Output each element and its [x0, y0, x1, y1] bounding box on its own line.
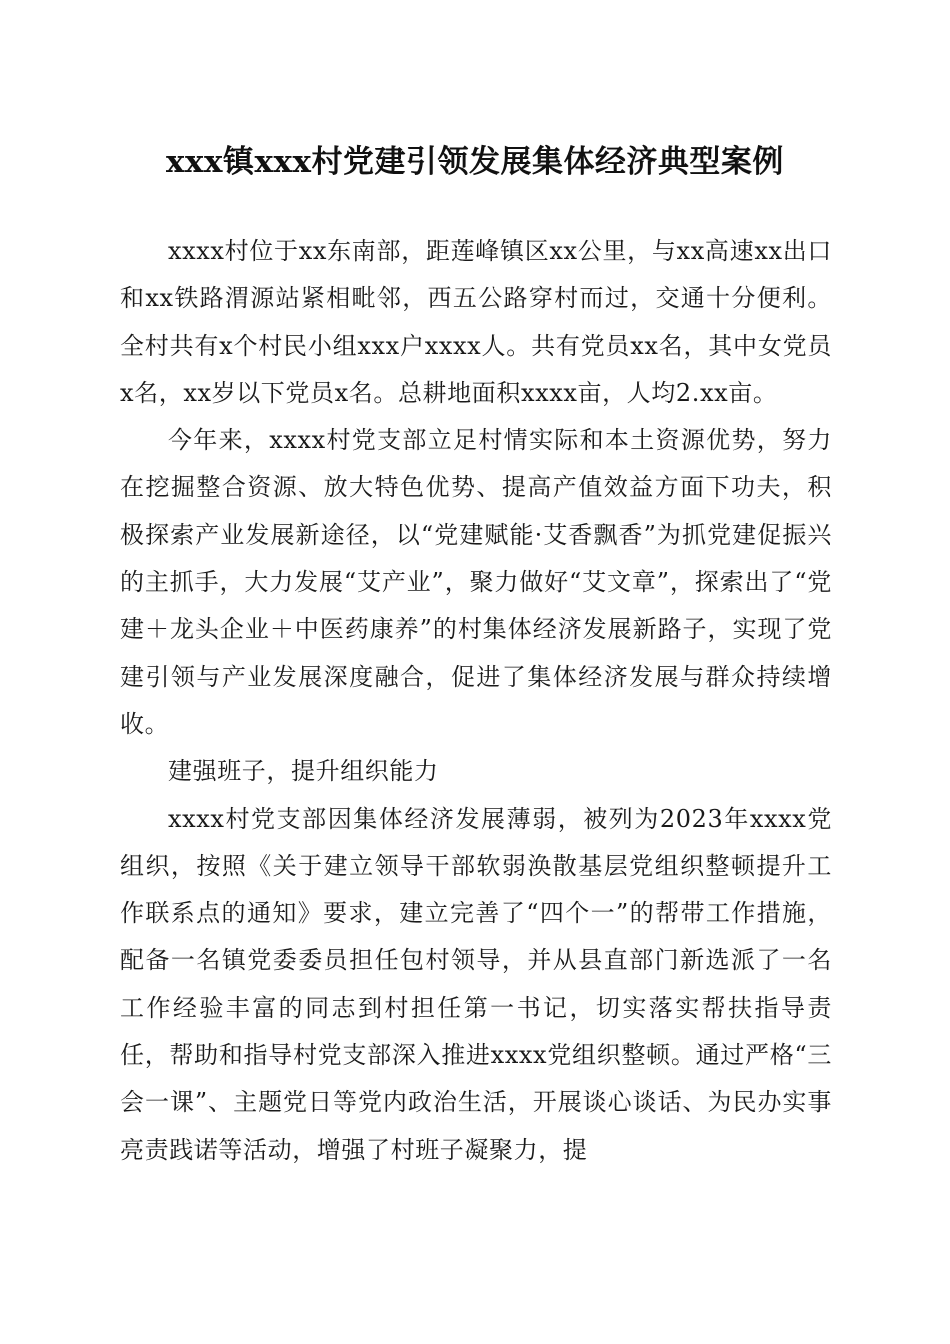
- section-heading: 建强班子，提升组织能力: [168, 757, 439, 786]
- document-body: [120, 228, 832, 1174]
- document-title: xxx镇xxx村党建引领发展集体经济典型案例: [166, 144, 784, 180]
- paragraph-development-summary: 今年来，xxxx村党支部立足村情实际和本土资源优势，努力在挖掘整合资源、放大特色优势、提高产值效益方面下功夫，积极探索产业发展新途径，以“党建赋能·艾香飘香”为抓党建促振兴的主抓手，大力发展“艾产业”，聚力做好“艾文章”，探索出了“党建＋龙头企业＋中医药康养”的村集体经济发展新路子，实现了党建引领与产业发展深度融合，促进了集体经济发展与群众持续增收。: [120, 426, 832, 738]
- paragraph-organization-rectification: xxxx村党支部因集体经济发展薄弱，被列为2023年xxxx党组织，按照《关于建立领导干部软弱涣散基层党组织整顿提升工作联系点的通知》要求，建立完善了“四个一”的帮带工作措施，配备一名镇党委委员担任包村领导，并从县直部门新选派了一名工作经验丰富的同志到村担任第一书记，切实落实帮扶指导责任，帮助和指导村党支部深入推进xxxx党组织整顿。通过严格“三会一课”、主题党日等党内政治生活，开展谈心谈话、为民办实事亮责践诺等活动，增强了村班子凝聚力，提: [120, 804, 832, 1164]
- paragraph-village-overview: xxxx村位于xx东南部，距莲峰镇区xx公里，与xx高速xx出口和xx铁路渭源站紧相毗邻，西五公路穿村而过，交通十分便利。全村共有x个村民小组xxx户xxxx人。共有党员xx名，其中女党员x名，xx岁以下党员x名。总耕地面积xxxx亩，人均2.xx亩。: [120, 237, 832, 407]
